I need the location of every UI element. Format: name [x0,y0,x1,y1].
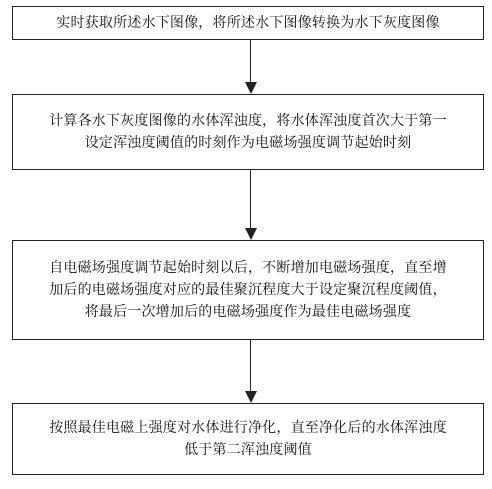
step-box-3 [12,240,484,340]
step-box-1 [12,6,484,40]
step-text-2 [49,110,447,154]
arrow-down-icon [245,82,257,94]
arrow-2-shaft [250,170,251,230]
flow-arrow-1 [245,40,257,94]
step-2-line-2: 设定浑浊度阈值的时刻作为电磁场强度调节起始时刻 [84,135,412,151]
step-3-line-3: 将最后一次增加后的电磁场强度作为最佳电磁场强度 [84,304,412,320]
arrow-3-shaft [250,340,251,393]
arrow-down-icon [245,228,257,240]
step-text-3 [49,257,447,323]
step-4-line-1: 按照最佳电磁上强度对水体进行净化，直至净化后的水体浑浊度 [49,420,447,436]
flow-arrow-3 [245,340,257,403]
step-2-line-1: 计算各水下灰度图像的水体浑浊度，将水体浑浊度首次大于第一 [49,113,447,129]
step-text-1 [56,12,439,34]
step-box-2 [12,94,484,170]
step-4-line-2: 低于第二浑浊度阈值 [184,442,312,458]
arrow-1-shaft [250,40,251,84]
flow-arrow-2 [245,170,257,240]
step-text-4 [49,417,447,461]
step-box-4 [12,403,484,475]
step-1-line-1: 实时获取所述水下图像，将所述水下图像转换为水下灰度图像 [56,15,440,31]
step-3-line-1: 自电磁场强度调节起始时刻以后，不断增加电磁场强度，直至增 [49,260,447,276]
arrow-down-icon [245,391,257,403]
step-3-line-2: 加后的电磁场强度对应的最佳聚沉程度大于设定聚沉程度阈值， [49,282,447,298]
